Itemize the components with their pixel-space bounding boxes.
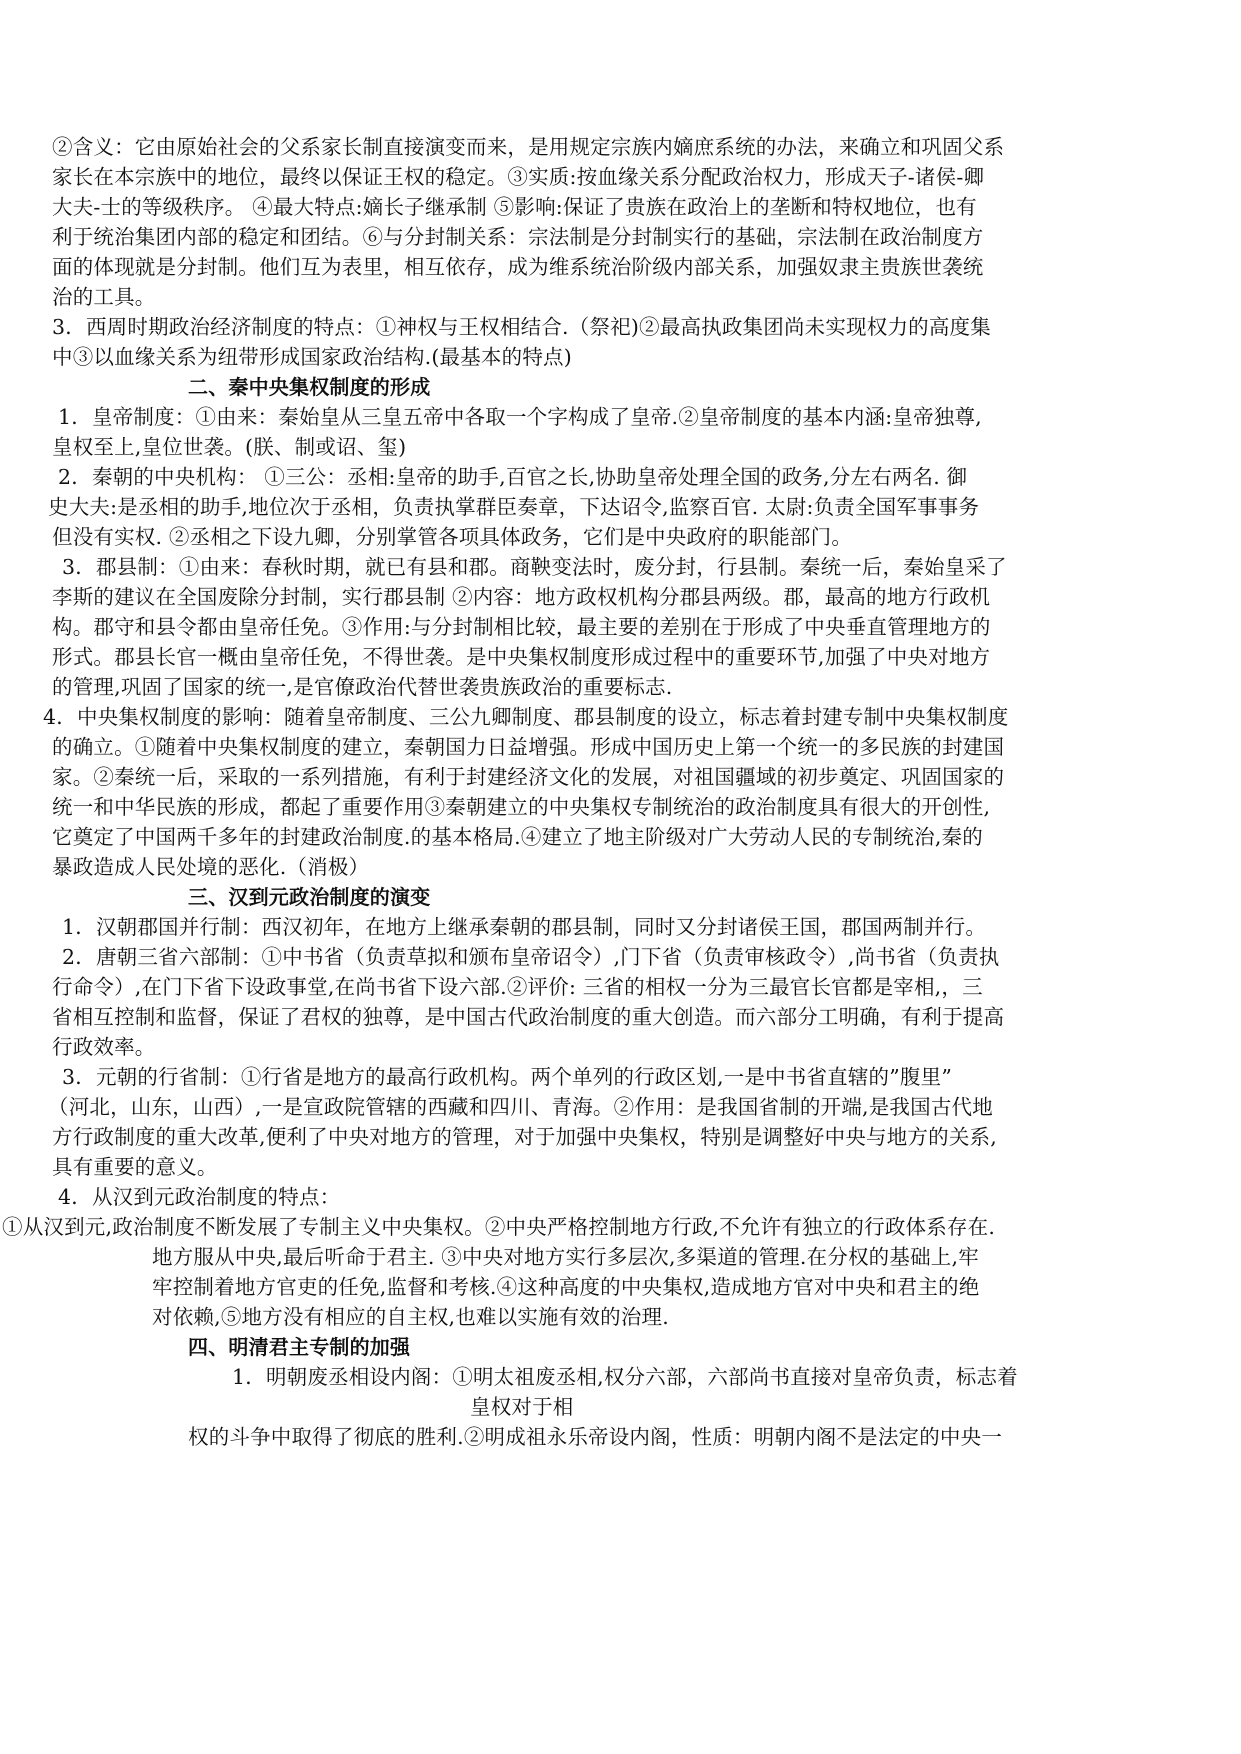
text-line: 3．元朝的行省制：①行省是地方的最高行政机构。两个单列的行政区划,一是中书省直辖的”腹里” xyxy=(62,1065,953,1089)
text-line: 4．中央集权制度的影响：随着皇帝制度、三公九卿制度、郡县制度的设立，标志着封建专制中央集权制度 xyxy=(43,705,1009,729)
text-line: 2．秦朝的中央机构： ①三公：丞相:皇帝的助手,百官之长,协助皇帝处理全国的政务,分左右两名. 御 xyxy=(58,465,968,489)
text-line: 4．从汉到元政治制度的特点： xyxy=(58,1185,341,1209)
text-line: 但没有实权. ②丞相之下设九卿，分别掌管各项具体政务，它们是中央政府的职能部门。 xyxy=(52,525,853,549)
text-line: ②含义：它由原始社会的父系家长制直接演变而来，是用规定宗族内嫡庶系统的办法，来确立和巩固父系 xyxy=(52,135,1005,159)
text-line: 大夫-士的等级秩序。 ④最大特点:嫡长子继承制 ⑤影响:保证了贵族在政治上的垄断和特权地位，也有 xyxy=(52,195,977,219)
text-line: 3．郡县制：①由来：春秋时期，就已有县和郡。商鞅变法时，废分封，行县制。秦统一后，秦始皇采了 xyxy=(62,555,1007,579)
text-line: 具有重要的意义。 xyxy=(52,1155,218,1179)
text-line: 史大夫:是丞相的助手,地位次于丞相，负责执掌群臣奏章，下达诏令,监察百官. 太尉:负责全国军事事务 xyxy=(48,495,980,519)
text-line: 它奠定了中国两千多年的封建政治制度.的基本格局.④建立了地主阶级对广大劳动人民的专制统治,秦的 xyxy=(52,825,983,849)
text-line: 面的体现就是分封制。他们互为表里，相互依存，成为维系统治阶级内部关系，加强奴隶主贵族世袭统 xyxy=(52,255,984,279)
text-line: 牢控制着地方官吏的任免,监督和考核.④这种高度的中央集权,造成地方官对中央和君主的绝 xyxy=(152,1275,980,1299)
text-line: 省相互控制和监督，保证了君权的独尊，是中国古代政治制度的重大创造。而六部分工明确，有利于提高 xyxy=(52,1005,1005,1029)
text-line: 统一和中华民族的形成，都起了重要作用③秦朝建立的中央集权专制统治的政治制度具有很大的开创性, xyxy=(52,795,991,819)
text-line: 权的斗争中取得了彻底的胜利.②明成祖永乐帝设内阁，性质：明朝内阁不是法定的中央一 xyxy=(188,1425,1003,1449)
text-line: 对依赖,⑤地方没有相应的自主权,也难以实施有效的治理. xyxy=(152,1305,669,1329)
section-heading: 二、秦中央集权制度的形成 xyxy=(188,375,431,399)
text-line: 中③以血缘关系为纽带形成国家政治结构.(最基本的特点) xyxy=(52,345,572,369)
text-line: 皇权对于相 xyxy=(470,1395,574,1419)
text-line: 治的工具。 xyxy=(52,285,156,309)
text-line: ①从汉到元,政治制度不断发展了专制主义中央集权。②中央严格控制地方行政,不允许有独立的行政体系存在. xyxy=(2,1215,996,1239)
text-line: 的管理,巩固了国家的统一,是官僚政治代替世袭贵族政治的重要标志. xyxy=(52,675,673,699)
text-line: 行政效率。 xyxy=(52,1035,156,1059)
text-line: 1．明朝废丞相设内阁：①明太祖废丞相,权分六部，六部尚书直接对皇帝负责，标志着 xyxy=(232,1365,1018,1389)
section-heading: 三、汉到元政治制度的演变 xyxy=(188,885,431,909)
section-heading: 四、明清君主专制的加强 xyxy=(188,1335,411,1359)
text-line: 构。郡守和县令都由皇帝任免。③作用:与分封制相比较，最主要的差别在于形成了中央垂直管理地方的 xyxy=(52,615,991,639)
text-line: 2．唐朝三省六部制：①中书省（负责草拟和颁布皇帝诏令）,门下省（负责审核政令）,尚书省（负责执 xyxy=(62,945,1000,969)
text-line: 形式。郡县长官一概由皇帝任免，不得世袭。是中央集权制度形成过程中的重要环节,加强了中央对地方 xyxy=(52,645,991,669)
text-line: 行命令）,在门下省下设政事堂,在尚书省下设六部.②评价: 三省的相权一分为三最官长官都是宰相,，三 xyxy=(52,975,983,999)
text-line: 3．西周时期政治经济制度的特点：①神权与王权相结合.（祭祀)②最高执政集团尚未实现权力的高度集 xyxy=(52,315,991,339)
text-line: 的确立。①随着中央集权制度的建立，秦朝国力日益增强。形成中国历史上第一个统一的多民族的封建国 xyxy=(52,735,1005,759)
text-line: 1．汉朝郡国并行制：西汉初年，在地方上继承秦朝的郡县制，同时又分封诸侯王国，郡国两制并行。 xyxy=(62,915,987,939)
text-line: 地方服从中央,最后听命于君主. ③中央对地方实行多层次,多渠道的管理.在分权的基础上,牢 xyxy=(152,1245,979,1269)
text-line: （河北，山东，山西）,一是宣政院管辖的西藏和四川、青海。②作用：是我国省制的开端,是我国古代地 xyxy=(48,1095,993,1119)
text-line: 家。②秦统一后，采取的一系列措施，有利于封建经济文化的发展，对祖国疆域的初步奠定、巩固国家的 xyxy=(52,765,1005,789)
text-line: 暴政造成人民处境的恶化.（消极） xyxy=(52,855,370,879)
text-line: 家长在本宗族中的地位，最终以保证王权的稳定。③实质:按血缘关系分配政治权力，形成天子-诸侯-卿 xyxy=(52,165,985,189)
text-line: 李斯的建议在全国废除分封制，实行郡县制 ②内容：地方政权机构分郡县两级。郡，最高的地方行政机 xyxy=(52,585,991,609)
text-line: 皇权至上,皇位世袭。(朕、制或诏、玺) xyxy=(52,435,407,459)
text-line: 方行政制度的重大改革,便利了中央对地方的管理，对于加强中央集权，特别是调整好中央与地方的关系, xyxy=(52,1125,997,1149)
text-line: 利于统治集团内部的稳定和团结。⑥与分封制关系：宗法制是分封制实行的基础，宗法制在政治制度方 xyxy=(52,225,984,249)
text-line: 1．皇帝制度：①由来：秦始皇从三皇五帝中各取一个字构成了皇帝.②皇帝制度的基本内涵:皇帝独尊, xyxy=(58,405,982,429)
